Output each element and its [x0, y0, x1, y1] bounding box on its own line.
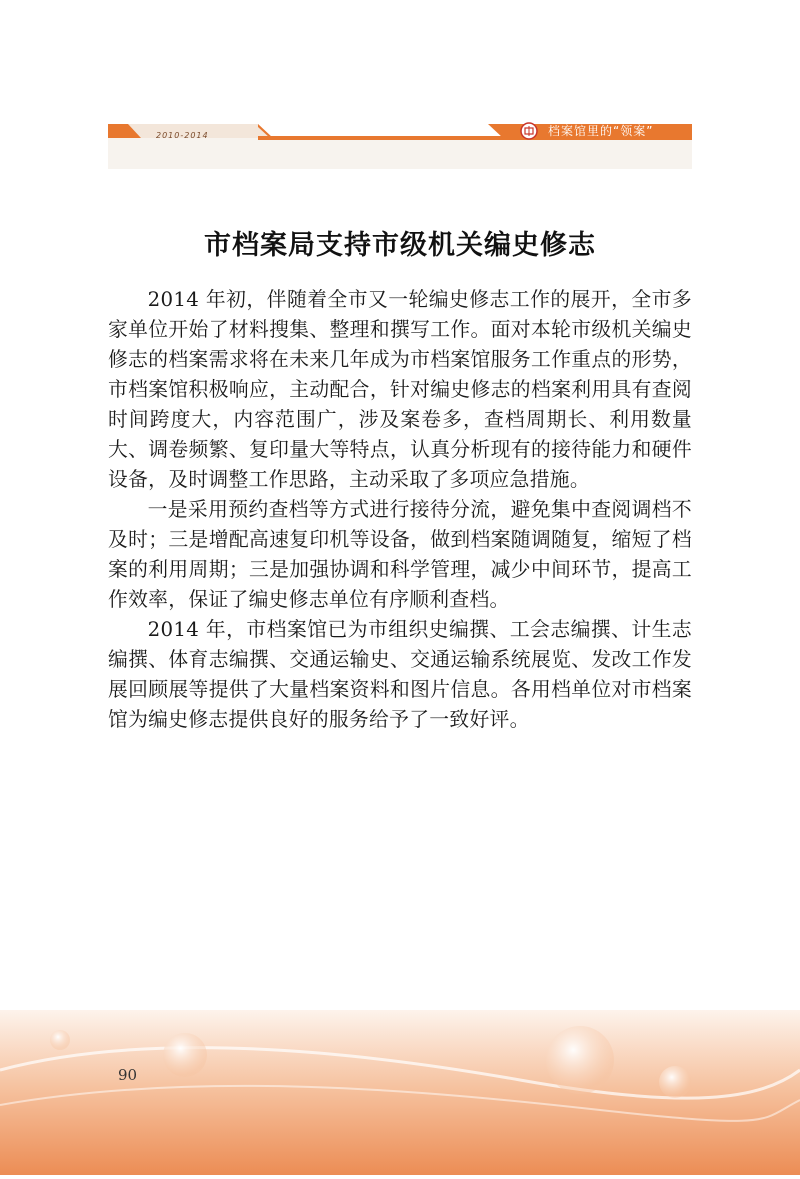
article-paragraph: 2014 年，市档案馆已为市组织史编撰、工会志编撰、计生志编撰、体育志编撰、交通运输史、交通运输系统展览、发改工作发展回顾展等提供了大量档案资料和图片信息。各用档单位对市档案馆为编史修志提供良好的服务给予了一致好评。 — [108, 618, 692, 731]
header-section-title: 档案馆里的“领案” — [548, 124, 654, 138]
header-years: 2010-2014 — [156, 131, 209, 140]
page-number: 90 — [118, 1066, 138, 1084]
article-paragraph: 一是采用预约查档等方式进行接待分流，避免集中查阅调档不及时；三是增配高速复印机等设备，做到档案随调随复，缩短了档案的利用周期；三是加强协调和科学管理，减少中间环节，提高工作效率，保证了编史修志单位有序顺利查档。 — [108, 498, 692, 611]
article-title: 市档案局支持市级机关编史修志 — [204, 230, 596, 262]
article-body — [108, 285, 692, 735]
archive-emblem-icon — [520, 122, 538, 140]
article-paragraph: 2014 年初，伴随着全市又一轮编史修志工作的展开，全市多家单位开始了材料搜集、整理和撰写工作。面对本轮市级机关编史修志的档案需求将在未来几年成为市档案馆服务工作重点的形势，市档案馆积极响应，主动配合，针对编史修志的档案利用具有查阅时间跨度大，内容范围广，涉及案卷多，查档周期长、利用数量大、调卷频繁、复印量大等特点，认真分析现有的接待能力和硬件设备，及时调整工作思路，主动采取了多项应急措施。 — [108, 288, 692, 491]
footer-decoration — [0, 1010, 800, 1175]
page-header — [108, 124, 692, 169]
